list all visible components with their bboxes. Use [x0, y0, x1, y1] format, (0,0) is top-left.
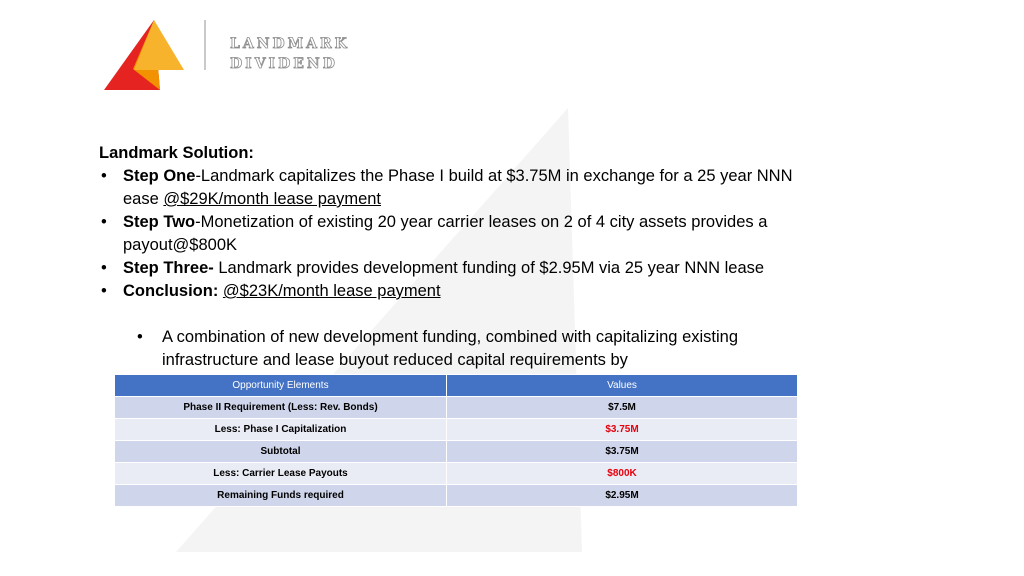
- sub-bullet: [137, 326, 817, 372]
- opportunity-table: [114, 374, 798, 507]
- logo-divider: [204, 20, 206, 70]
- table-row: [115, 485, 798, 507]
- row-value: $2.95M: [447, 485, 798, 507]
- conclusion-item: [99, 280, 819, 303]
- solution-title: Landmark Solution:: [99, 144, 254, 162]
- row-value: $800K: [447, 463, 798, 485]
- step-one-link: @$29K/month lease payment: [163, 190, 382, 208]
- row-element: Less: Carrier Lease Payouts: [115, 463, 447, 485]
- brand-line-1: LANDMARK: [230, 36, 350, 52]
- step-three-item: [99, 257, 819, 280]
- landmark-dividend-logo: [100, 16, 200, 96]
- step-three-label: Step Three-: [123, 259, 214, 277]
- step-two-text: -Monetization of existing 20 year carrier leases on 2 of 4 city assets provides a payout@$800K: [123, 213, 768, 254]
- row-value: $3.75M: [447, 441, 798, 463]
- step-one-item: [99, 165, 819, 211]
- header-values: Values: [447, 375, 798, 397]
- step-one-label: Step One: [123, 167, 196, 185]
- header-opportunity-elements: Opportunity Elements: [115, 375, 447, 397]
- row-value: $3.75M: [447, 419, 798, 441]
- row-element: Subtotal: [115, 441, 447, 463]
- conclusion-label: Conclusion:: [123, 282, 219, 300]
- step-two-label: Step Two: [123, 213, 196, 231]
- table-row: [115, 397, 798, 419]
- solution-section: [99, 142, 819, 303]
- row-element: Phase II Requirement (Less: Rev. Bonds): [115, 397, 447, 419]
- brand-wordmark: [230, 34, 350, 74]
- row-value: $7.5M: [447, 397, 798, 419]
- sub-bullet-mark: •: [137, 328, 143, 346]
- table-row: [115, 441, 798, 463]
- row-element: Remaining Funds required: [115, 485, 447, 507]
- conclusion-link: @$23K/month lease payment: [222, 282, 441, 300]
- brand-line-2: DIVIDEND: [230, 56, 338, 72]
- step-one-text: -Landmark capitalizes the Phase I build at $3.75M in exchange for a 25 year NNN ease: [123, 167, 793, 208]
- table-row: [115, 463, 798, 485]
- solution-steps-list: [99, 165, 819, 303]
- table-header-row: [115, 375, 798, 397]
- step-three-text: Landmark provides development funding of $2.95M via 25 year NNN lease: [213, 259, 765, 277]
- sub-bullet-text: A combination of new development funding, combined with capitalizing existing infrastructure and lease buyout reduced capital requirements by: [162, 328, 739, 369]
- step-two-item: [99, 211, 819, 257]
- row-element: Less: Phase I Capitalization: [115, 419, 447, 441]
- table-row: [115, 419, 798, 441]
